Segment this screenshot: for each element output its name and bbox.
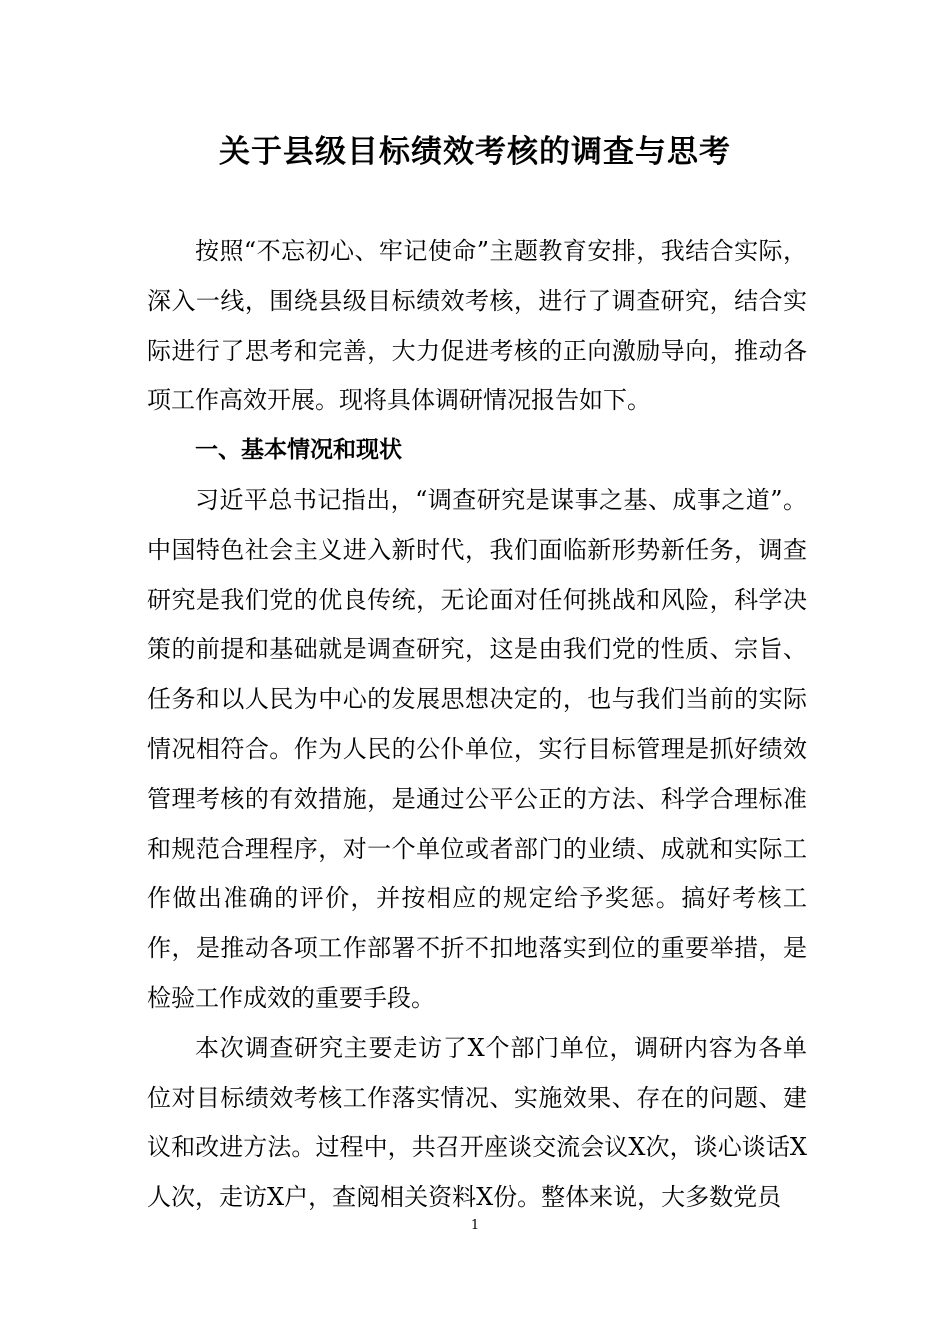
intro-paragraph: 按照“不忘初心、牢记使命”主题教育安排，我结合实际，深入一线，围绕县级目标绩效考核，进行了调查研究，结合实际进行了思考和完善，大力促进考核的正向激励导向，推动各项工作高效开展。现将具体调研情况报告如下。 — [147, 237, 807, 415]
body-paragraph: 本次调查研究主要走访了X个部门单位，调研内容为各单位对目标绩效考核工作落实情况、实施效果、存在的问题、建议和改进方法。过程中，共召开座谈交流会议X次，谈心谈话X人次，走访X户，查阅相关资料X份。整体来说，大多数党员 — [147, 1033, 807, 1212]
document-body — [147, 227, 807, 1223]
document-title: 关于县级目标绩效考核的调查与思考 — [219, 134, 731, 170]
body-paragraph: 习近平总书记指出，“调查研究是谋事之基、成事之道”。中国特色社会主义进入新时代，我们面临新形势新任务，调查研究是我们党的优良传统，无论面对任何挑战和风险，科学决策的前提和基础就是调查研究，这是由我们党的性质、宗旨、任务和以人民为中心的发展思想决定的，也与我们当前的实际情况相符合。作为人民的公仆单位，实行目标管理是抓好绩效管理考核的有效措施，是通过公平公正的方法、科学合理标准和规范合理程序，对一个单位或者部门的业绩、成就和实际工作做出准确的评价，并按相应的规定给予奖惩。搞好考核工作，是推动各项工作部署不折不扣地落实到位的重要举措，是检验工作成效的重要手段。 — [147, 485, 807, 1012]
section-heading: 一、基本情况和现状 — [195, 437, 402, 464]
page-number: 1 — [470, 1218, 480, 1233]
